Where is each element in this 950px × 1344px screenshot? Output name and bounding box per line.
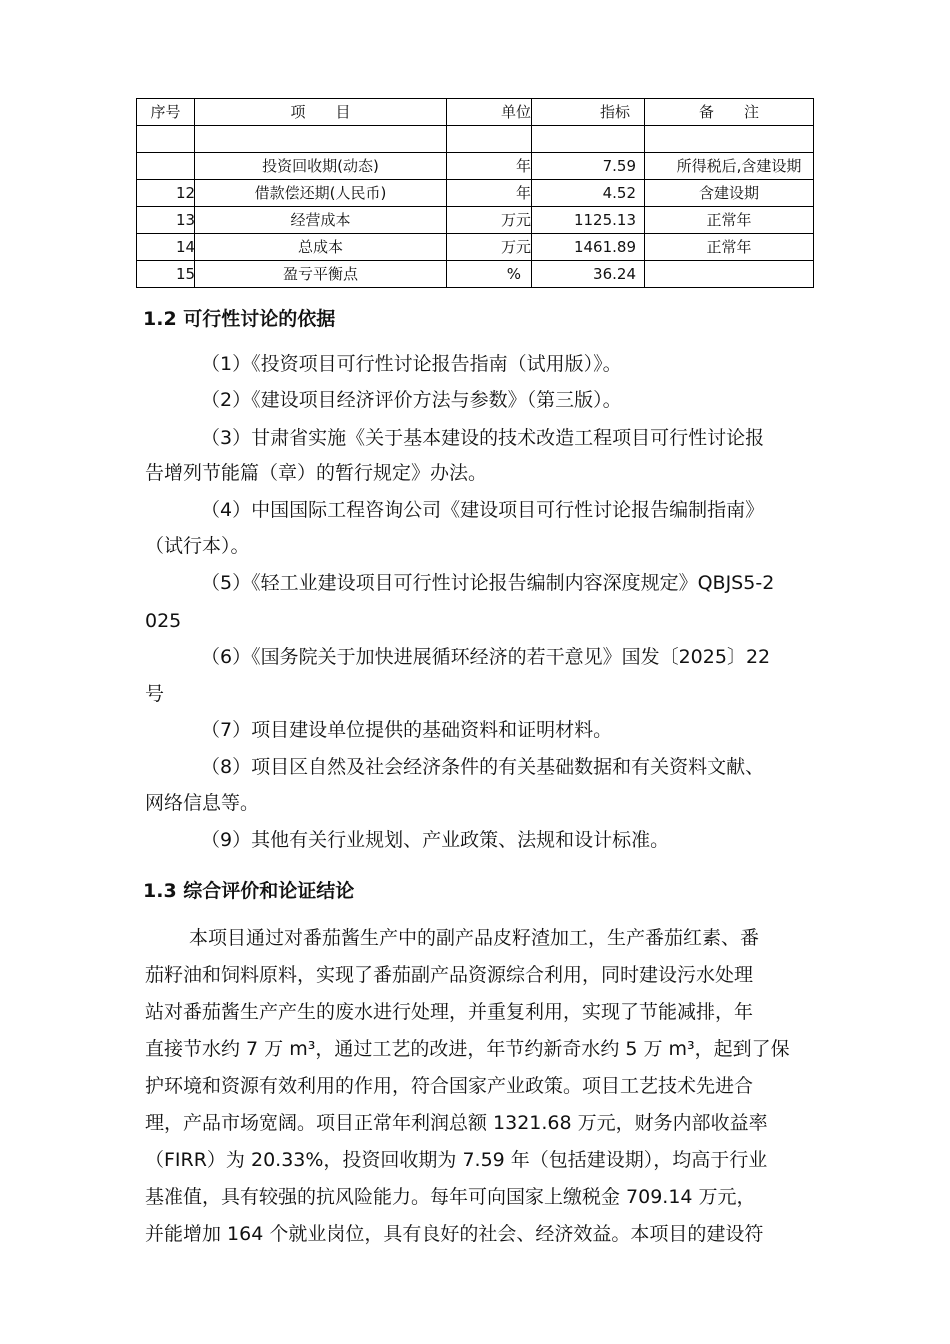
cell-unit bbox=[447, 126, 532, 153]
table-header-row bbox=[137, 99, 814, 126]
cell-item-text: 经营成本 bbox=[290, 211, 351, 229]
paragraph-line bbox=[145, 920, 861, 956]
list-item bbox=[145, 712, 861, 748]
list-item-text: （3）甘肃省实施《关于基本建设的技术改造工程项目可行性讨论报 bbox=[201, 427, 765, 449]
header-unit-label: 单位 bbox=[500, 103, 531, 121]
cell-no bbox=[137, 126, 195, 153]
header-value-label: 指标 bbox=[599, 103, 630, 121]
cell-unit bbox=[447, 153, 532, 180]
header-item-label: 项 目 bbox=[290, 103, 351, 121]
cell-value bbox=[532, 261, 645, 288]
cell-item-text: 投资回收期(动态) bbox=[262, 157, 379, 175]
list-item bbox=[145, 749, 861, 785]
header-note-label: 备 注 bbox=[698, 103, 759, 121]
list-item bbox=[145, 492, 861, 528]
paragraph-line: 基准值，具有较强的抗风险能力。每年可向国家上缴税金 709.14 万元， bbox=[145, 1186, 756, 1208]
list-item bbox=[145, 822, 861, 858]
list-item-continuation: 025 bbox=[145, 610, 182, 632]
cell-unit bbox=[447, 180, 532, 207]
header-item bbox=[195, 99, 447, 126]
table-row bbox=[137, 153, 814, 180]
cell-note-text: 所得税后,含建设期 bbox=[676, 157, 802, 175]
cell-value bbox=[532, 207, 645, 234]
header-unit bbox=[447, 99, 532, 126]
cell-unit-text: % bbox=[506, 265, 521, 283]
cell-no bbox=[137, 207, 195, 234]
list-item-continuation: 网络信息等。 bbox=[145, 792, 260, 814]
list-item-text: （4）中国国际工程咨询公司《建设项目可行性讨论报告编制指南》 bbox=[201, 499, 765, 521]
table-row bbox=[137, 180, 814, 207]
paragraph-line: 直接节水约 7 万 m³，通过工艺的改进，年节约新奇水约 5 万 m³，起到了保 bbox=[145, 1038, 790, 1060]
list-item-text: （6）《国务院关于加快进展循环经济的若干意见》国发〔2025〕22 bbox=[201, 646, 771, 668]
section-heading: 1.2 可行性讨论的依据 bbox=[143, 308, 336, 330]
paragraph-line: 并能增加 164 个就业岗位，具有良好的社会、经济效益。本项目的建设符 bbox=[145, 1223, 764, 1245]
cell-value-text: 1125.13 bbox=[573, 211, 636, 229]
list-item bbox=[145, 420, 861, 456]
cell-item-text: 借款偿还期(人民币) bbox=[254, 184, 387, 202]
cell-note bbox=[645, 207, 814, 234]
header-note bbox=[645, 99, 814, 126]
cell-item bbox=[195, 234, 447, 261]
list-item bbox=[145, 382, 861, 418]
cell-item-text: 盈亏平衡点 bbox=[282, 265, 358, 283]
header-value bbox=[532, 99, 645, 126]
cell-value bbox=[532, 126, 645, 153]
cell-note bbox=[645, 180, 814, 207]
cell-no bbox=[137, 261, 195, 288]
list-item-text: （2）《建设项目经济评价方法与参数》（第三版）。 bbox=[201, 389, 622, 411]
cell-unit bbox=[447, 261, 532, 288]
cell-no-text: 14 bbox=[175, 238, 196, 256]
header-no bbox=[137, 99, 195, 126]
cell-value-text: 1461.89 bbox=[573, 238, 636, 256]
cell-no bbox=[137, 180, 195, 207]
header-no-label: 序号 bbox=[150, 103, 181, 121]
cell-unit-text: 万元 bbox=[500, 211, 531, 229]
table-row bbox=[137, 126, 814, 153]
list-item bbox=[145, 346, 861, 382]
cell-unit bbox=[447, 207, 532, 234]
list-item-text: （8）项目区自然及社会经济条件的有关基础数据和有关资料文献、 bbox=[201, 756, 765, 778]
cell-item bbox=[195, 126, 447, 153]
table-row bbox=[137, 261, 814, 288]
list-item-text: （9）其他有关行业规划、产业政策、法规和设计标准。 bbox=[201, 829, 670, 851]
paragraph-line: 茄籽油和饲料原料，实现了番茄副产品资源综合利用，同时建设污水处理 bbox=[145, 964, 754, 986]
list-item bbox=[145, 639, 861, 675]
indicator-table bbox=[136, 98, 814, 288]
paragraph-text: 本项目通过对番茄酱生产中的副产品皮籽渣加工，生产番茄红素、番 bbox=[189, 927, 760, 949]
cell-no-text: 15 bbox=[175, 265, 196, 283]
cell-no-text: 13 bbox=[175, 211, 196, 229]
cell-item bbox=[195, 261, 447, 288]
section-heading: 1.3 综合评价和论证结论 bbox=[143, 880, 355, 902]
cell-note bbox=[645, 153, 814, 180]
cell-note-text: 正常年 bbox=[706, 238, 752, 256]
cell-value-text: 7.59 bbox=[602, 157, 636, 175]
cell-item bbox=[195, 180, 447, 207]
cell-item-text: 总成本 bbox=[297, 238, 343, 256]
cell-note bbox=[645, 126, 814, 153]
cell-value bbox=[532, 234, 645, 261]
list-item-text: （7）项目建设单位提供的基础资料和证明材料。 bbox=[201, 719, 613, 741]
list-item bbox=[145, 565, 861, 601]
cell-value bbox=[532, 153, 645, 180]
paragraph-line: 站对番茄酱生产产生的废水进行处理，并重复利用，实现了节能减排，年 bbox=[145, 1001, 754, 1023]
cell-value-text: 36.24 bbox=[593, 265, 636, 283]
cell-value bbox=[532, 180, 645, 207]
cell-value-text: 4.52 bbox=[602, 184, 636, 202]
cell-unit-text: 万元 bbox=[500, 238, 531, 256]
paragraph-line: （FIRR）为 20.33%，投资回收期为 7.59 年（包括建设期），均高于行业 bbox=[145, 1149, 768, 1171]
paragraph-line: 护环境和资源有效利用的作用，符合国家产业政策。项目工艺技术先进合 bbox=[145, 1075, 754, 1097]
cell-no bbox=[137, 234, 195, 261]
paragraph-line: 理，产品市场宽阔。项目正常年利润总额 1321.68 万元，财务内部收益率 bbox=[145, 1112, 768, 1134]
list-item-continuation: 告增列节能篇（章）的暂行规定》办法。 bbox=[145, 462, 488, 484]
cell-item bbox=[195, 207, 447, 234]
cell-note bbox=[645, 234, 814, 261]
cell-unit-text: 年 bbox=[515, 184, 531, 202]
list-item-text: （1）《投资项目可行性讨论报告指南（试用版）》。 bbox=[201, 353, 622, 375]
cell-note bbox=[645, 261, 814, 288]
cell-item bbox=[195, 153, 447, 180]
cell-no-text: 12 bbox=[175, 184, 196, 202]
cell-note-text: 正常年 bbox=[706, 211, 752, 229]
list-item-continuation: 号 bbox=[145, 683, 165, 705]
list-item-continuation: （试行本）。 bbox=[145, 535, 250, 557]
table-row bbox=[137, 234, 814, 261]
cell-note-text: 含建设期 bbox=[698, 184, 759, 202]
list-item-text: （5）《轻工业建设项目可行性讨论报告编制内容深度规定》QBJS5-2 bbox=[201, 572, 775, 594]
cell-unit-text: 年 bbox=[515, 157, 531, 175]
table-row bbox=[137, 207, 814, 234]
cell-unit bbox=[447, 234, 532, 261]
cell-no bbox=[137, 153, 195, 180]
